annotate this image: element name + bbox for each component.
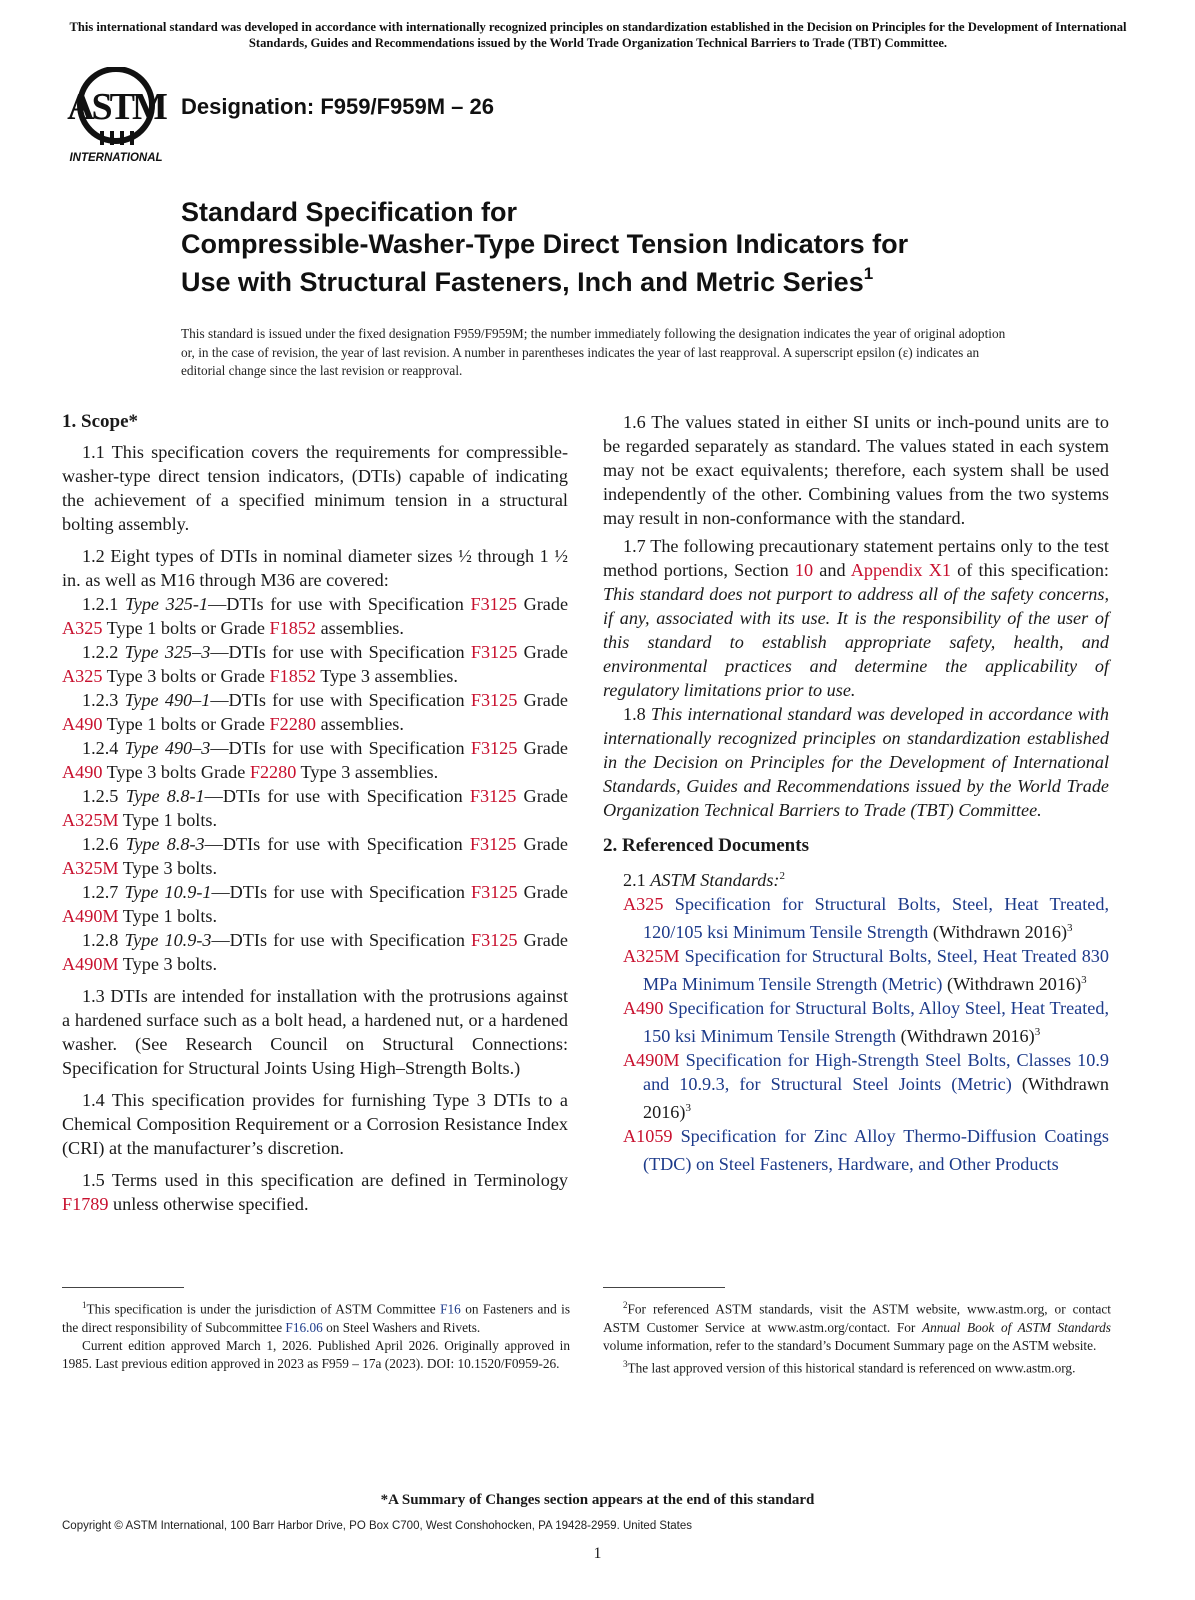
dti-type-list	[62, 592, 568, 976]
reference-item	[603, 892, 1109, 944]
space	[118, 594, 125, 614]
type-name: Type 10.9-1	[124, 882, 212, 902]
type-text: Grade	[517, 882, 569, 902]
type-text: Grade	[516, 594, 569, 614]
left-column	[62, 410, 568, 1216]
reference-item	[603, 944, 1109, 996]
footnote-2-italic: Annual Book of ASTM Standards	[921, 1319, 1111, 1335]
para-1-7-text: 1.7 The following precautionary statement pertains only to the test method portions, Section	[603, 536, 1109, 580]
type-text: Type 1 bolts or Grade	[102, 714, 270, 734]
para-1-7-italic: This standard does not purport to address all of the safety concerns, if any, associated with its use. It is the responsibility of the user of this standard to establish appropriate safety, health, and environmental practices and determine the applicability of regulatory limitations prior to use.	[603, 584, 1109, 700]
title-footnote-mark[interactable]: 1	[863, 264, 874, 283]
footnote-3-text: The last approved version of this historical standard is referenced on www.astm.org.	[627, 1360, 1076, 1376]
reference-title-link[interactable]: Specification for High-Strength Steel Bolts, Classes 10.9 and 10.9.3, for Structural Steel Joints (Metric)	[643, 1050, 1110, 1095]
type-text: assemblies.	[316, 714, 404, 734]
spec-link[interactable]: F3125	[471, 930, 518, 950]
type-name: Type 490–1	[124, 690, 211, 710]
type-number: 1.2.4	[82, 738, 119, 758]
spec-link[interactable]: F3125	[470, 690, 518, 710]
reference-title-link[interactable]: Specification for Structural Bolts, Steel, Heat Treated, 120/105 ksi Minimum Tensile Strength	[643, 894, 1109, 943]
grade-link[interactable]: A490	[62, 762, 103, 782]
footnote-1	[62, 1296, 570, 1337]
reference-item	[603, 1048, 1109, 1124]
type-text: —DTIs for use with Specification	[211, 882, 472, 902]
spec-link[interactable]: F3125	[471, 882, 518, 902]
para-1-8-num: 1.8	[623, 704, 651, 724]
type-text: Grade	[517, 738, 569, 758]
type-number: 1.2.7	[82, 882, 119, 902]
type-text: Type 3 bolts.	[118, 858, 218, 878]
type-text: Type 3 bolts.	[118, 954, 218, 974]
type-text: Grade	[516, 786, 568, 806]
dti-type-item	[62, 640, 568, 688]
logo-text: ASTM	[67, 86, 165, 128]
space	[118, 834, 125, 854]
footnote-rule-right	[603, 1287, 725, 1288]
wto-notice: This international standard was developed in accordance with internationally recognized principles on standardization established in the Decision on Principles for the Development of International Standards, Guides and Recommendations issued by the World Trade Organization Technical Barriers to Trade (TBT) Committee.	[69, 20, 1127, 50]
type-text: —DTIs for use with Specification	[204, 786, 470, 806]
dti-type-item	[62, 736, 568, 784]
footnote-rule-left	[62, 1287, 184, 1288]
logo-subtext: INTERNATIONAL	[69, 152, 163, 164]
reference-title-link[interactable]: Specification for Structural Bolts, Alloy Steel, Heat Treated, 150 ksi Minimum Tensile Strength	[643, 998, 1109, 1047]
footnote-1-text: This specification is under the jurisdiction of ASTM Committee	[86, 1301, 441, 1317]
type-text: —DTIs for use with Specification	[210, 738, 471, 758]
spec-link[interactable]: F3125	[469, 786, 517, 806]
type-number: 1.2.6	[82, 834, 119, 854]
para-1-6: 1.6 The values stated in either SI units or inch-pound units are to be regarded separately as standard. The values stated in each system may not be exact equivalents; therefore, each system shall be used independently of the other. Combining values from the two systems may result in non-conformance with the standard.	[603, 412, 1109, 528]
type-text: Type 1 bolts.	[118, 810, 218, 830]
alt-grade-link[interactable]: F1852	[269, 666, 317, 686]
referenced-documents-list	[603, 892, 1109, 1176]
type-text: Type 3 bolts or Grade	[102, 666, 270, 686]
link-section-10[interactable]: 10	[794, 560, 814, 580]
spec-link[interactable]: F3125	[469, 834, 517, 854]
alt-grade-link[interactable]: F2280	[249, 762, 297, 782]
reference-code-link[interactable]: A325M	[623, 946, 680, 967]
footnote-3	[603, 1355, 1111, 1378]
astm-logo-icon	[64, 67, 168, 167]
type-number: 1.2.3	[82, 690, 119, 710]
type-name: Type 490–3	[124, 738, 211, 758]
para-1-8	[603, 702, 1109, 822]
type-text: —DTIs for use with Specification	[208, 594, 471, 614]
footnote-1-mid: on Fasteners and is the direct responsibility of Subcommittee	[62, 1301, 570, 1335]
reference-footnote-mark: 3	[1081, 974, 1087, 987]
para-1-7	[603, 534, 1109, 702]
footnote-3-mark: 3	[623, 1359, 628, 1370]
dti-type-item	[62, 928, 568, 976]
grade-link[interactable]: A490M	[62, 906, 119, 926]
para-2-1-sup: 2	[779, 870, 785, 882]
footnote-1-edition: Current edition approved March 1, 2026. Published April 2026. Originally approved in 1985. Last previous edition approved in 2023 as F959 – 17a (2023). DOI: 10.1520/F0959-26.	[62, 1337, 570, 1372]
space	[118, 786, 125, 806]
copyright: Copyright © ASTM International, 100 Barr Harbor Drive, PO Box C700, West Conshohocken, PA 19428-2959. United States	[62, 1520, 693, 1532]
alt-grade-link[interactable]: F2280	[269, 714, 317, 734]
type-text: assemblies.	[316, 618, 404, 638]
type-name: Type 8.8-1	[125, 786, 205, 806]
type-name: Type 8.8-3	[125, 834, 205, 854]
type-text: —DTIs for use with Specification	[211, 930, 472, 950]
alt-grade-link[interactable]: F1852	[269, 618, 317, 638]
grade-link[interactable]: A325	[62, 666, 103, 686]
reference-note: (Withdrawn 2016)	[896, 1026, 1035, 1047]
para-1-8-italic: This international standard was developed in accordance with internationally recognized principles on standardization established in the Decision on Principles for the Development of International Standards, Guides and Recommendations issued by the World Trade Organization Technical Barriers to Trade (TBT) Committee.	[603, 704, 1110, 820]
section-2-heading: 2. Referenced Documents	[603, 835, 809, 856]
reference-footnote-mark: 3	[1034, 1026, 1041, 1039]
page-number: 1	[593, 1545, 602, 1562]
grade-link[interactable]: A325	[62, 618, 103, 638]
dti-type-item	[62, 832, 568, 880]
type-number: 1.2.8	[82, 930, 119, 950]
type-text: —DTIs for use with Specification	[210, 690, 471, 710]
type-text: Grade	[517, 642, 569, 662]
reference-item	[603, 996, 1109, 1048]
para-1-5	[62, 1168, 568, 1216]
title-line-3-text: Use with Structural Fasteners, Inch and Metric Series	[181, 267, 864, 297]
dti-type-item	[62, 784, 568, 832]
type-text: —DTIs for use with Specification	[204, 834, 470, 854]
type-text: Type 3 assemblies.	[296, 762, 439, 782]
para-1-1: 1.1 This specification covers the requirements for compressible-washer-type direct tension indicators, (DTIs) capable of indicating the achievement of a specified minimum tension in a structural bolting assembly.	[62, 442, 568, 534]
type-name: Type 10.9-3	[124, 930, 212, 950]
type-name: Type 325–3	[124, 642, 211, 662]
type-text: Grade	[517, 690, 569, 710]
type-text: —DTIs for use with Specification	[210, 642, 471, 662]
para-1-4: 1.4 This specification provides for furnishing Type 3 DTIs to a Chemical Composition Requirement or a Corrosion Resistance Index (CRI) at the manufacturer’s discretion.	[62, 1090, 568, 1158]
para-1-3: 1.3 DTIs are intended for installation with the protrusions against a hardened surface such as a bolt head, a hardened nut, or a hardened washer. (See Research Council on Structural Connections: Specification for Structural Joints Using High–Strength Bolts.)	[62, 986, 568, 1078]
type-text: Type 1 bolts.	[118, 906, 218, 926]
dti-type-item	[62, 688, 568, 736]
para-1-7-and: and	[813, 560, 851, 580]
summary-of-changes-note: *A Summary of Changes section appears at the end of this standard	[380, 1492, 815, 1508]
reference-code-link[interactable]: A1059	[623, 1126, 673, 1147]
footnote-2-mark: 2	[623, 1300, 628, 1310]
type-text: Grade	[516, 834, 568, 854]
reference-footnote-mark: 3	[1067, 922, 1073, 935]
dti-type-item	[62, 592, 568, 640]
para-1-2: 1.2 Eight types of DTIs in nominal diameter sizes ½ through 1 ½ in. as well as M16 through M36 are covered:	[62, 546, 568, 590]
para-1-5-text: 1.5 Terms used in this specification are defined in Terminology	[82, 1170, 568, 1190]
link-f16[interactable]: F16	[440, 1301, 461, 1317]
designation: Designation: F959/F959M – 26	[181, 94, 494, 119]
type-number: 1.2.5	[82, 786, 119, 806]
type-text: Type 3 assemblies.	[316, 666, 458, 686]
spec-link[interactable]: F3125	[470, 594, 517, 614]
para-1-7-mid: of this specification:	[950, 560, 1109, 580]
reference-footnote-mark: 3	[685, 1102, 691, 1115]
para-1-5-tail: unless otherwise specified.	[108, 1194, 309, 1214]
dti-type-item	[62, 880, 568, 928]
link-f16-06[interactable]: F16.06	[285, 1319, 323, 1335]
reference-code-link[interactable]: A490	[623, 998, 664, 1019]
para-2-1	[603, 864, 1109, 892]
footnotes-right	[603, 1296, 1111, 1378]
type-number: 1.2.1	[82, 594, 119, 614]
type-text: Grade	[517, 930, 569, 950]
footnote-2-text: For referenced ASTM standards, visit the ASTM website, www.astm.org, or contact ASTM Customer Service at www.astm.org/contact. For	[603, 1301, 1111, 1335]
para-2-1-num: 2.1	[623, 870, 651, 891]
type-name: Type 325-1	[125, 594, 209, 614]
footnote-1-mark: 1	[82, 1300, 87, 1310]
type-number: 1.2.2	[82, 642, 119, 662]
reference-code-link[interactable]: A490M	[623, 1050, 680, 1071]
reference-code-link[interactable]: A325	[623, 894, 664, 915]
title-line-2: Compressible-Washer-Type Direct Tension Indicators for	[181, 229, 909, 259]
type-text: Type 1 bolts or Grade	[102, 618, 270, 638]
issuance-statement: This standard is issued under the fixed designation F959/F959M; the number immediately following the designation indicates the year of original adoption or, in the case of revision, the year of last revision. A number in parentheses indicates the year of last reapproval. A superscript epsilon (ε) indicates an editorial change since the last revision or reapproval.	[181, 326, 1006, 378]
spec-link[interactable]: F3125	[470, 642, 518, 662]
grade-link[interactable]: A325M	[62, 810, 119, 830]
type-text: Type 3 bolts Grade	[102, 762, 250, 782]
astm-logo	[64, 67, 168, 167]
section-1-heading: 1. Scope*	[62, 411, 138, 432]
title-line-1: Standard Specification for	[181, 197, 518, 227]
reference-note: (Withdrawn 2016)	[928, 922, 1068, 943]
grade-link[interactable]: A490	[62, 714, 103, 734]
link-appendix-x1[interactable]: Appendix X1	[850, 560, 951, 580]
grade-link[interactable]: A490M	[62, 954, 119, 974]
reference-note: (Withdrawn 2016)	[942, 974, 1082, 995]
title-line-3	[181, 260, 1081, 298]
space	[673, 1126, 681, 1146]
space	[663, 894, 674, 914]
footnote-2	[603, 1296, 1111, 1355]
footnotes-left	[62, 1296, 570, 1373]
page-title	[181, 196, 1081, 298]
para-2-1-label: ASTM Standards:	[650, 870, 780, 891]
link-f1789[interactable]: F1789	[62, 1194, 109, 1214]
reference-note: (Withdrawn 2016)	[643, 1074, 1109, 1123]
grade-link[interactable]: A325M	[62, 858, 119, 878]
footnote-1-tail: on Steel Washers and Rivets.	[322, 1319, 481, 1335]
reference-title-link[interactable]: Specification for Zinc Alloy Thermo-Diffusion Coatings (TDC) on Steel Fasteners, Hardware, and Other Products	[643, 1126, 1109, 1175]
reference-title-link[interactable]: Specification for Structural Bolts, Steel, Heat Treated 830 MPa Minimum Tensile Strength (Metric)	[643, 946, 1109, 995]
right-column	[603, 410, 1109, 1176]
footnote-2-tail: volume information, refer to the standard’s Document Summary page on the ASTM website.	[603, 1337, 1097, 1353]
spec-link[interactable]: F3125	[470, 738, 518, 758]
reference-item	[603, 1124, 1109, 1176]
